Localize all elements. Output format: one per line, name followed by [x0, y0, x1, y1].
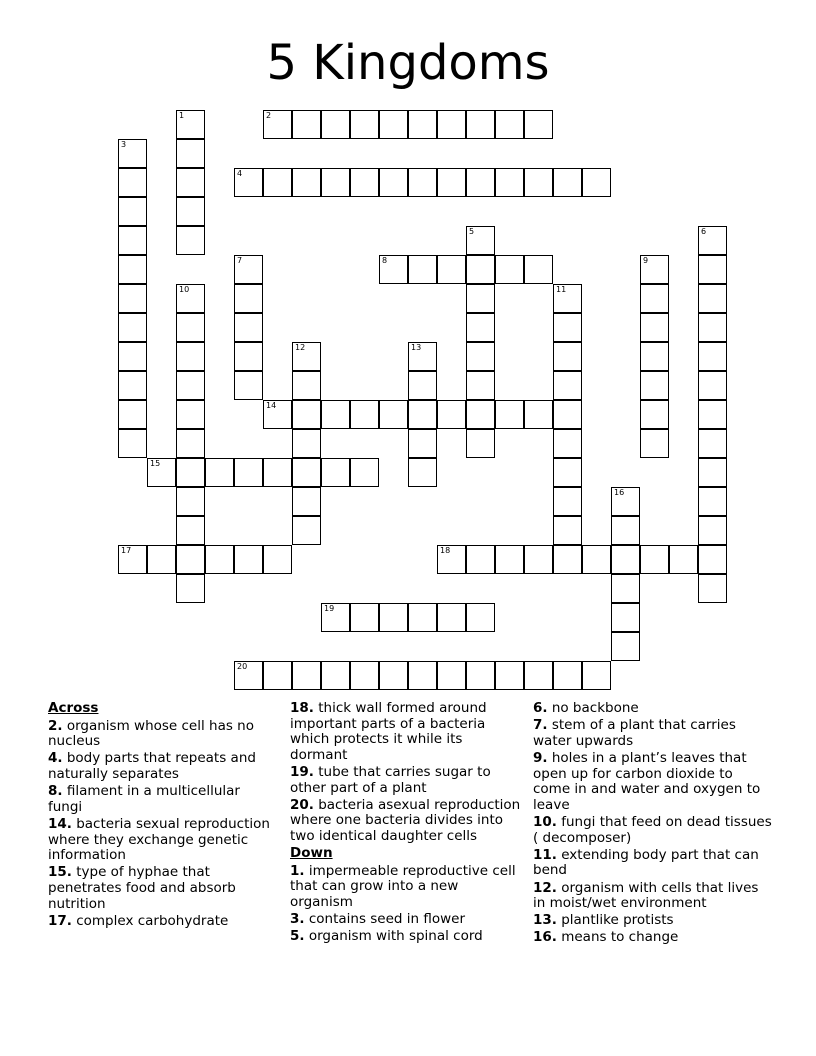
grid-cell[interactable] — [495, 168, 524, 197]
clue-text: type of hyphae that penetrates food and absorb nutrition — [48, 864, 236, 912]
grid-cell[interactable] — [408, 168, 437, 197]
grid-cell[interactable] — [379, 255, 408, 284]
clue-number: 10 — [179, 285, 190, 294]
clue-column-1 — [48, 701, 276, 931]
clue-number: 11 — [556, 285, 567, 294]
grid-cell[interactable] — [553, 429, 582, 458]
grid-cell[interactable] — [698, 429, 727, 458]
clue-text: means to change — [561, 929, 679, 946]
grid-cell[interactable] — [495, 545, 524, 574]
grid-cell[interactable] — [611, 545, 640, 574]
down-clue — [533, 881, 773, 912]
grid-cell[interactable] — [292, 400, 321, 429]
grid-cell[interactable] — [118, 226, 147, 255]
clue-number: 15 — [150, 459, 161, 468]
grid-cell[interactable] — [176, 574, 205, 603]
across-clue — [290, 701, 522, 763]
grid-cell[interactable] — [640, 400, 669, 429]
down-clue — [533, 751, 773, 813]
down-clue-list-continued — [533, 701, 773, 946]
down-clue — [533, 718, 773, 749]
grid-cell[interactable] — [147, 458, 176, 487]
grid-cell[interactable] — [611, 603, 640, 632]
grid-cell[interactable] — [466, 255, 495, 284]
clue-number: 17 — [121, 546, 132, 555]
clue-number-label: 8. — [48, 783, 63, 800]
grid-cell[interactable] — [524, 400, 553, 429]
grid-cell[interactable] — [263, 661, 292, 690]
clue-number: 12 — [295, 343, 306, 352]
clue-number-label: 19. — [290, 763, 314, 780]
grid-cell[interactable] — [350, 168, 379, 197]
grid-cell[interactable] — [640, 284, 669, 313]
clue-number: 16 — [614, 488, 625, 497]
grid-cell[interactable] — [176, 226, 205, 255]
grid-cell[interactable] — [611, 516, 640, 545]
grid-cell[interactable] — [437, 255, 466, 284]
clue-number: 18 — [440, 546, 451, 555]
grid-cell[interactable] — [234, 342, 263, 371]
grid-cell[interactable] — [118, 168, 147, 197]
grid-cell[interactable] — [669, 545, 698, 574]
grid-cell[interactable] — [292, 458, 321, 487]
grid-cell[interactable] — [176, 429, 205, 458]
clue-number: 13 — [411, 343, 422, 352]
grid-cell[interactable] — [466, 545, 495, 574]
grid-cell[interactable] — [118, 197, 147, 226]
clue-number-label: 16. — [533, 929, 557, 946]
clue-column-3 — [533, 701, 773, 948]
grid-cell[interactable] — [292, 516, 321, 545]
clue-number-label: 20. — [290, 796, 314, 813]
grid-cell[interactable] — [263, 400, 292, 429]
puzzle-title: 5 Kingdoms — [266, 35, 550, 91]
grid-cell[interactable] — [553, 545, 582, 574]
grid-cell[interactable] — [524, 661, 553, 690]
across-clue — [48, 914, 276, 930]
clue-text: organism whose cell has no nucleus — [48, 717, 255, 750]
grid-cell[interactable] — [118, 545, 147, 574]
grid-cell[interactable] — [408, 429, 437, 458]
down-clue — [533, 815, 773, 846]
grid-cell[interactable] — [524, 110, 553, 139]
grid-cell[interactable] — [321, 603, 350, 632]
grid-cell[interactable] — [466, 313, 495, 342]
grid-cell[interactable] — [495, 400, 524, 429]
grid-cell[interactable] — [350, 458, 379, 487]
grid-cell[interactable] — [176, 342, 205, 371]
grid-cell[interactable] — [176, 313, 205, 342]
grid-cell[interactable] — [466, 226, 495, 255]
clue-text: bacteria sexual reproduction where they exchange genetic information — [48, 815, 270, 864]
grid-cell[interactable] — [118, 371, 147, 400]
grid-cell[interactable] — [640, 313, 669, 342]
grid-cell[interactable] — [408, 661, 437, 690]
clue-number: 3 — [121, 140, 127, 149]
grid-cell[interactable] — [379, 400, 408, 429]
grid-cell[interactable] — [698, 400, 727, 429]
grid-cell[interactable] — [698, 226, 727, 255]
across-clue — [48, 719, 276, 750]
grid-cell[interactable] — [611, 632, 640, 661]
grid-cell[interactable] — [640, 545, 669, 574]
clue-number-label: 1. — [290, 862, 305, 879]
clue-text: stem of a plant that carries water upwards — [533, 717, 736, 749]
clue-text: organism with spinal cord — [308, 928, 483, 945]
clue-text: tube that carries sugar to other part of a plant — [290, 763, 491, 796]
grid-cell[interactable] — [350, 400, 379, 429]
grid-cell[interactable] — [408, 342, 437, 371]
grid-cell[interactable] — [437, 110, 466, 139]
grid-cell[interactable] — [611, 487, 640, 516]
grid-cell[interactable] — [292, 487, 321, 516]
grid-cell[interactable] — [263, 110, 292, 139]
grid-cell[interactable] — [698, 574, 727, 603]
grid-cell[interactable] — [582, 661, 611, 690]
clue-number-label: 9. — [533, 749, 548, 766]
grid-cell[interactable] — [350, 661, 379, 690]
grid-cell[interactable] — [118, 342, 147, 371]
grid-cell[interactable] — [553, 284, 582, 313]
grid-cell[interactable] — [466, 400, 495, 429]
grid-cell[interactable] — [553, 487, 582, 516]
clue-number: 4 — [237, 169, 243, 178]
grid-cell[interactable] — [292, 342, 321, 371]
grid-cell[interactable] — [118, 284, 147, 313]
grid-cell[interactable] — [147, 545, 176, 574]
clue-number-label: 14. — [48, 815, 72, 832]
grid-cell[interactable] — [205, 458, 234, 487]
grid-cell[interactable] — [118, 429, 147, 458]
grid-cell[interactable] — [234, 284, 263, 313]
clue-number-label: 6. — [533, 700, 548, 716]
grid-cell[interactable] — [495, 110, 524, 139]
grid-cell[interactable] — [292, 429, 321, 458]
grid-cell[interactable] — [379, 168, 408, 197]
clue-text: contains seed in flower — [308, 911, 466, 928]
grid-cell[interactable] — [321, 168, 350, 197]
grid-cell[interactable] — [437, 661, 466, 690]
grid-cell[interactable] — [379, 661, 408, 690]
clue-text: fungi that feed on dead tissues ( decomposer) — [533, 813, 772, 846]
grid-cell[interactable] — [321, 110, 350, 139]
clue-number: 5 — [469, 227, 475, 236]
grid-cell[interactable] — [176, 516, 205, 545]
grid-cell[interactable] — [350, 110, 379, 139]
across-clue-list-continued — [290, 701, 522, 845]
clue-text: thick wall formed around important parts of a bacteria which protects it while its dormant — [290, 700, 487, 763]
grid-cell[interactable] — [292, 661, 321, 690]
grid-cell[interactable] — [553, 371, 582, 400]
grid-cell[interactable] — [698, 545, 727, 574]
clue-number: 14 — [266, 401, 277, 410]
grid-cell[interactable] — [234, 661, 263, 690]
grid-cell[interactable] — [263, 545, 292, 574]
grid-cell[interactable] — [640, 371, 669, 400]
clue-number-label: 5. — [290, 928, 305, 945]
grid-cell[interactable] — [553, 400, 582, 429]
grid-cell[interactable] — [495, 255, 524, 284]
across-clue — [48, 865, 276, 912]
clue-text: no backbone — [551, 700, 639, 716]
clue-number-label: 4. — [48, 750, 63, 767]
grid-cell[interactable] — [234, 255, 263, 284]
grid-cell[interactable] — [176, 458, 205, 487]
grid-cell[interactable] — [379, 110, 408, 139]
grid-cell[interactable] — [437, 168, 466, 197]
grid-cell[interactable] — [292, 110, 321, 139]
grid-cell[interactable] — [466, 371, 495, 400]
clue-number-label: 10. — [533, 813, 557, 830]
grid-cell[interactable] — [640, 429, 669, 458]
clue-number: 8 — [382, 256, 388, 265]
grid-cell[interactable] — [408, 603, 437, 632]
grid-cell[interactable] — [321, 458, 350, 487]
clue-text: bacteria asexual reproduction where one bacteria divides into two identical daughter cells — [290, 796, 521, 844]
grid-cell[interactable] — [292, 168, 321, 197]
grid-cell[interactable] — [176, 139, 205, 168]
clue-number-label: 7. — [533, 717, 548, 734]
grid-cell[interactable] — [698, 255, 727, 284]
down-heading: Down — [290, 845, 333, 862]
across-clue — [290, 765, 522, 796]
across-clue — [48, 751, 276, 782]
clue-text: filament in a multicellular fungi — [48, 783, 240, 815]
clue-number-label: 11. — [533, 846, 557, 863]
grid-cell[interactable] — [640, 342, 669, 371]
down-clue — [533, 913, 773, 929]
grid-cell[interactable] — [118, 255, 147, 284]
grid-cell[interactable] — [495, 661, 524, 690]
grid-cell[interactable] — [611, 574, 640, 603]
clue-number-label: 12. — [533, 879, 557, 896]
grid-cell[interactable] — [379, 603, 408, 632]
grid-cell[interactable] — [408, 458, 437, 487]
grid-cell[interactable] — [234, 458, 263, 487]
clue-text: body parts that repeats and naturally separates — [48, 750, 256, 782]
grid-cell[interactable] — [234, 168, 263, 197]
grid-cell[interactable] — [466, 603, 495, 632]
grid-cell[interactable] — [524, 545, 553, 574]
grid-cell[interactable] — [263, 168, 292, 197]
grid-cell[interactable] — [553, 313, 582, 342]
clue-number-label: 2. — [48, 717, 63, 734]
grid-cell[interactable] — [698, 371, 727, 400]
grid-cell[interactable] — [582, 168, 611, 197]
clue-number-label: 18. — [290, 700, 314, 716]
across-clue — [48, 817, 276, 864]
grid-cell[interactable] — [408, 371, 437, 400]
clue-text: plantlike protists — [561, 912, 674, 929]
grid-cell[interactable] — [176, 284, 205, 313]
grid-cell[interactable] — [176, 371, 205, 400]
grid-cell[interactable] — [466, 110, 495, 139]
grid-cell[interactable] — [176, 487, 205, 516]
down-clue-list — [290, 864, 522, 945]
grid-cell[interactable] — [640, 255, 669, 284]
clue-number-label: 15. — [48, 864, 72, 881]
grid-cell[interactable] — [321, 661, 350, 690]
grid-cell[interactable] — [466, 168, 495, 197]
grid-cell[interactable] — [466, 284, 495, 313]
grid-cell[interactable] — [321, 400, 350, 429]
grid-cell[interactable] — [437, 400, 466, 429]
grid-cell[interactable] — [553, 516, 582, 545]
grid-cell[interactable] — [176, 545, 205, 574]
grid-cell[interactable] — [263, 458, 292, 487]
across-clue — [290, 798, 522, 845]
grid-cell[interactable] — [234, 545, 263, 574]
grid-cell[interactable] — [176, 197, 205, 226]
grid-cell[interactable] — [698, 284, 727, 313]
grid-cell[interactable] — [350, 603, 379, 632]
clue-number: 20 — [237, 662, 248, 671]
grid-cell[interactable] — [176, 400, 205, 429]
grid-cell[interactable] — [234, 371, 263, 400]
grid-cell[interactable] — [466, 661, 495, 690]
grid-cell[interactable] — [553, 168, 582, 197]
clue-text: organism with cells that lives in moist/wet environment — [533, 879, 759, 912]
grid-cell[interactable] — [466, 342, 495, 371]
across-clue-list — [48, 719, 276, 930]
clue-number: 7 — [237, 256, 243, 265]
grid-cell[interactable] — [524, 168, 553, 197]
grid-cell[interactable] — [553, 661, 582, 690]
grid-cell[interactable] — [118, 139, 147, 168]
across-clue — [48, 784, 276, 815]
across-heading: Across — [48, 700, 99, 716]
clue-number: 1 — [179, 111, 185, 120]
grid-cell[interactable] — [698, 487, 727, 516]
grid-cell[interactable] — [437, 603, 466, 632]
clue-number-label: 13. — [533, 912, 557, 929]
clue-text: extending body part that can bend — [533, 846, 759, 879]
clue-text: complex carbohydrate — [76, 912, 229, 929]
down-clue — [290, 912, 522, 928]
grid-cell[interactable] — [437, 545, 466, 574]
clue-text: impermeable reproductive cell that can grow into a new organism — [290, 862, 516, 910]
down-clue — [533, 930, 773, 946]
grid-cell[interactable] — [698, 313, 727, 342]
grid-cell[interactable] — [408, 400, 437, 429]
grid-cell[interactable] — [466, 429, 495, 458]
grid-cell[interactable] — [524, 255, 553, 284]
grid-cell[interactable] — [553, 342, 582, 371]
grid-cell[interactable] — [118, 313, 147, 342]
clue-number: 6 — [701, 227, 707, 236]
grid-cell[interactable] — [205, 545, 234, 574]
clue-text: holes in a plant’s leaves that open up for carbon dioxide to come in and water and oxygen to leave — [533, 749, 761, 813]
clue-column-2 — [290, 701, 522, 946]
grid-cell[interactable] — [698, 516, 727, 545]
down-clue — [533, 848, 773, 879]
down-clue — [533, 701, 773, 717]
clue-number: 19 — [324, 604, 335, 613]
clue-number-label: 3. — [290, 911, 305, 928]
grid-cell[interactable] — [553, 458, 582, 487]
grid-cell[interactable] — [698, 458, 727, 487]
grid-cell[interactable] — [234, 313, 263, 342]
grid-cell[interactable] — [176, 110, 205, 139]
grid-cell[interactable] — [176, 168, 205, 197]
down-clue — [290, 929, 522, 945]
clue-number: 9 — [643, 256, 649, 265]
grid-cell[interactable] — [118, 400, 147, 429]
grid-cell[interactable] — [408, 110, 437, 139]
grid-cell[interactable] — [408, 255, 437, 284]
grid-cell[interactable] — [292, 371, 321, 400]
grid-cell[interactable] — [582, 545, 611, 574]
grid-cell[interactable] — [698, 342, 727, 371]
clue-number-label: 17. — [48, 912, 72, 929]
clue-number: 2 — [266, 111, 272, 120]
down-clue — [290, 864, 522, 911]
